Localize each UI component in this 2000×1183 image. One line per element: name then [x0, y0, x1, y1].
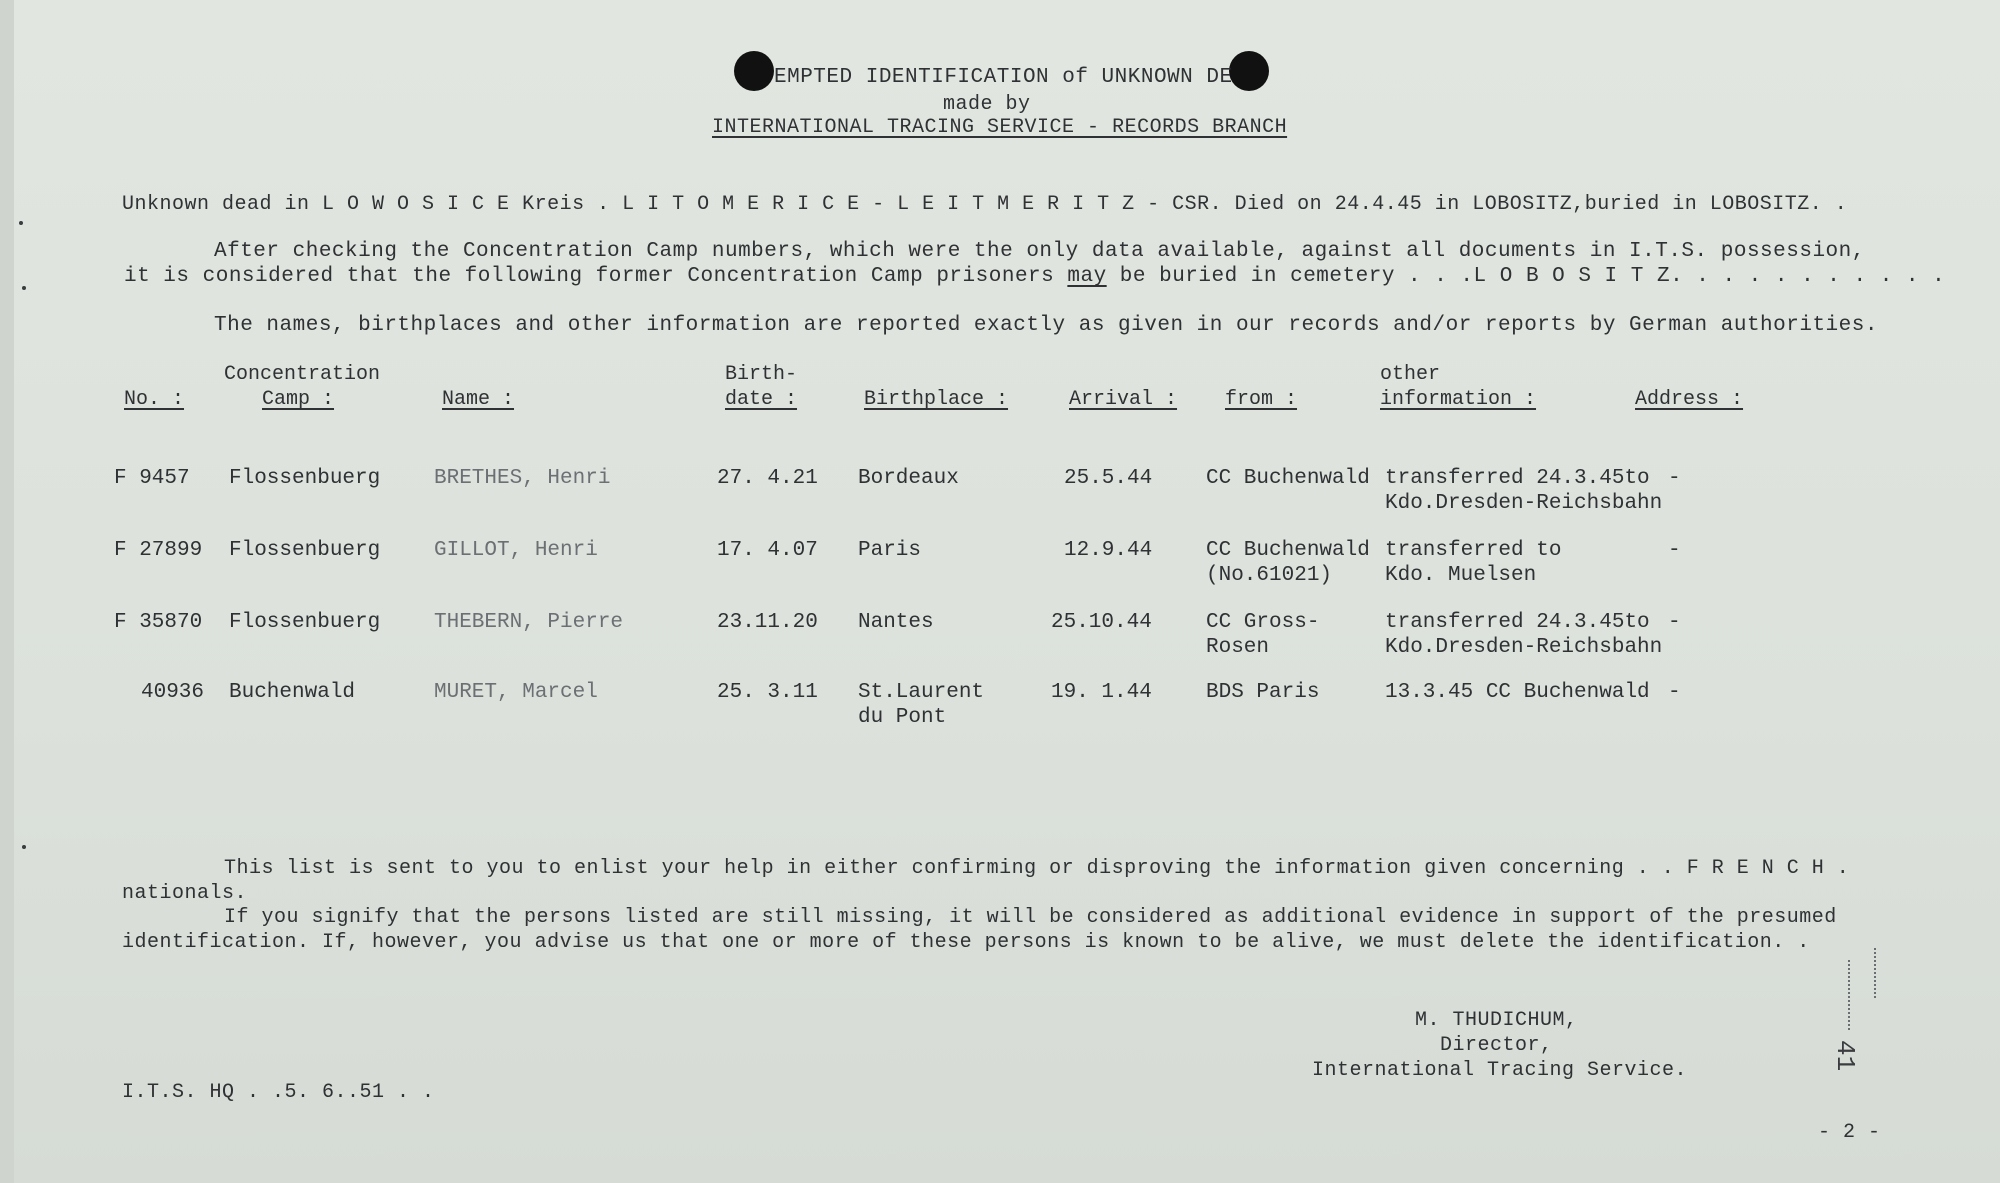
header-camp-top: Concentration: [224, 363, 381, 386]
cell-info-line2: Kdo.Dresden-Reichsbahn: [1385, 636, 1663, 659]
signature-name: M. THUDICHUM,: [1415, 1009, 1578, 1032]
cell-from: CC Buchenwald: [1206, 539, 1370, 562]
cell-birthplace: Nantes: [858, 611, 934, 634]
cell-from-line2: Rosen: [1206, 636, 1270, 659]
cell-birthplace: St.Laurent: [858, 681, 985, 704]
header-name: Name :: [442, 388, 515, 411]
signature-organization: International Tracing Service.: [1312, 1059, 1688, 1082]
cell-name: BRETHES, Henri: [434, 467, 611, 490]
closing-para1-line1: This list is sent to you to enlist your help in either confirming or disproving the information given concerning . . F R E N C H .: [224, 857, 1850, 880]
signature-title: Director,: [1440, 1034, 1553, 1057]
made-by-text: made by: [943, 93, 1031, 116]
left-margin-dot: [22, 286, 26, 290]
cell-arrival: 19. 1.44: [1051, 681, 1152, 704]
cell-from: CC Buchenwald: [1206, 467, 1370, 490]
header-no: No. :: [124, 388, 185, 411]
intro-para3: The names, birthplaces and other information are reported exactly as given in our records and/or reports by German authorities.: [214, 314, 1878, 337]
cell-info: transferred 24.3.45to: [1385, 611, 1650, 634]
header-camp: Camp :: [262, 388, 335, 411]
header-birthdate: date :: [725, 388, 798, 411]
cell-arrival: 12.9.44: [1064, 539, 1153, 562]
intro-para2-line2-post: be buried in cemetery . . .L O B O S I T Z. . . . . . . . . . .: [1119, 265, 1946, 288]
cell-birthdate: 25. 3.11: [717, 681, 818, 704]
cell-name: MURET, Marcel: [434, 681, 598, 704]
cell-birthdate: 23.11.20: [717, 611, 818, 634]
cell-birthdate: 17. 4.07: [717, 539, 818, 562]
cell-arrival: 25.5.44: [1064, 467, 1153, 490]
closing-para2-line1: If you signify that the persons listed are still missing, it will be considered as additional evidence in support of the presumed: [224, 906, 1837, 929]
intro-may-underlined: may: [1067, 265, 1107, 288]
punch-hole-right: [1229, 51, 1269, 91]
cell-from-line2: (No.61021): [1206, 564, 1333, 587]
page-edge: [0, 0, 14, 1183]
cell-info-line2: Kdo.Dresden-Reichsbahn: [1385, 492, 1663, 515]
closing-para2-line2: identification. If, however, you advise us that one or more of these persons is known to be alive, we must delete the identification. .: [122, 931, 1810, 954]
cell-from: CC Gross-: [1206, 611, 1320, 634]
cell-address: -: [1668, 611, 1681, 634]
cell-info-line2: Kdo. Muelsen: [1385, 564, 1537, 587]
cell-info: transferred to: [1385, 539, 1562, 562]
cell-no: F 9457: [114, 467, 190, 490]
cell-birthplace: Paris: [858, 539, 922, 562]
cell-name: GILLOT, Henri: [434, 539, 598, 562]
cell-camp: Flossenbuerg: [229, 539, 381, 562]
cell-address: -: [1668, 539, 1681, 562]
cell-no: F 35870: [114, 611, 203, 634]
cell-info: 13.3.45 CC Buchenwald: [1385, 681, 1650, 704]
cell-camp: Buchenwald: [229, 681, 356, 704]
intro-para2-line2: [124, 265, 1945, 288]
cell-camp: Flossenbuerg: [229, 467, 381, 490]
left-margin-dot: [19, 221, 23, 225]
cell-address: -: [1668, 467, 1681, 490]
cell-birthplace: Bordeaux: [858, 467, 959, 490]
margin-tick-marks: [1848, 960, 1853, 1030]
header-birthplace: Birthplace :: [864, 388, 1009, 411]
intro-unknown-dead-line: Unknown dead in L O W O S I C E Kreis . L I T O M E R I C E - L E I T M E R I T Z - CSR. Died on 24.4.45 in LOBOSITZ,buried in LOBOSITZ. .: [122, 193, 1848, 216]
page-number: - 2 -: [1818, 1121, 1881, 1144]
margin-handwritten-mark: 41: [1830, 1040, 1860, 1072]
cell-arrival: 25.10.44: [1051, 611, 1152, 634]
header-birth-top: Birth-: [725, 363, 798, 386]
cell-name: THEBERN, Pierre: [434, 611, 624, 634]
footer-reference: I.T.S. HQ . .5. 6..51 . .: [122, 1081, 435, 1104]
intro-para2-line1: After checking the Concentration Camp numbers, which were the only data available, against all documents in I.T.S. possession,: [214, 240, 1865, 263]
cell-birthplace-line2: du Pont: [858, 706, 947, 729]
document-title: EMPTED IDENTIFICATION of UNKNOWN DE: [774, 66, 1233, 89]
intro-para2-line2-pre: it is considered that the following former Concentration Camp prisoners: [124, 265, 1055, 288]
cell-no: F 27899: [114, 539, 203, 562]
header-other-information: information :: [1380, 388, 1537, 411]
cell-camp: Flossenbuerg: [229, 611, 381, 634]
cell-no: 40936: [141, 681, 205, 704]
header-address: Address :: [1635, 388, 1744, 411]
closing-para1-line2: nationals.: [122, 882, 248, 905]
organization-heading: INTERNATIONAL TRACING SERVICE - RECORDS BRANCH: [712, 116, 1288, 139]
header-other-top: other: [1380, 363, 1441, 386]
cell-address: -: [1668, 681, 1681, 704]
left-margin-dot: [22, 845, 26, 849]
punch-hole-left: [734, 51, 774, 91]
header-from: from :: [1225, 388, 1298, 411]
cell-info: transferred 24.3.45to: [1385, 467, 1650, 490]
margin-tick-marks-2: [1874, 948, 1879, 998]
header-arrival: Arrival :: [1069, 388, 1178, 411]
cell-birthdate: 27. 4.21: [717, 467, 818, 490]
cell-from: BDS Paris: [1206, 681, 1320, 704]
